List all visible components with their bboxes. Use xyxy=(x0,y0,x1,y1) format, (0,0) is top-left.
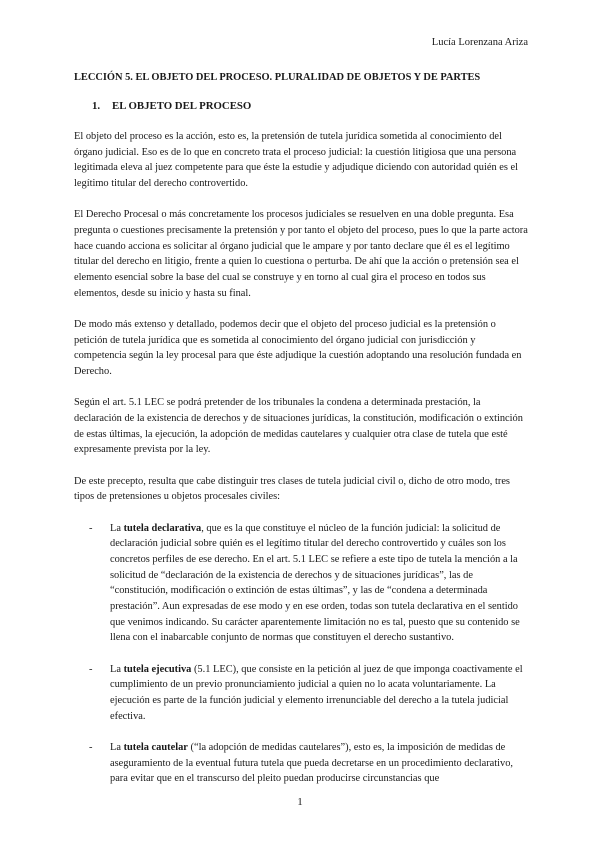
paragraph: De este precepto, resulta que cabe distinguir tres clases de tutela judicial civil o, dicho de otro modo, tres tipos de pretensiones u objetos procesales civiles: xyxy=(74,475,510,503)
section-heading xyxy=(92,100,251,112)
list-dash: - xyxy=(89,663,93,675)
list-item-term: tutela declarativa xyxy=(123,522,202,534)
list-item-term: tutela cautelar xyxy=(123,742,188,753)
list-item xyxy=(74,521,530,647)
paragraph: El Derecho Procesal o más concretamente los procesos judiciales se resuelven en una doble pregunta. Esa pregunta o cuestiones precisamente la pretensión y por tanto el objeto del proceso, pues lo que la parte actora hace cuando acciona es solicitar al órgano judicial que le ampare y por tanto declare que él es el legítimo titular del derecho en litigio, frente a quien lo cuestiona o perturba. De ahí que la acción o pretensión sea el elemento esencial sobre la base del cual se construye y en torno al cual gira el proceso en todos sus elementos, desde su inicio y hasta su final. xyxy=(74,209,528,299)
section-title: EL OBJETO DEL PROCESO xyxy=(112,100,252,112)
document-body xyxy=(74,129,530,803)
paragraph: De modo más extenso y detallado, podemos decir que el objeto del proceso judicial es la pretensión o petición de tutela jurídica que es sometida al conocimiento del órgano judicial con jurisdicción y competencia según la ley procesal para que éste adjudique la cuestión adoptando una resolución fundada en Derecho. xyxy=(74,319,522,378)
list-item xyxy=(74,662,530,725)
list-item-text: , que es la que constituye el núcleo de la función judicial: la solicitud de declaración judicial sobre quién es el legítimo titular del derecho controvertido y cuáles son los concretos perfiles de ese derecho. En el art. 5.1 LEC se refiere a este tipo de tutela la mención a la solicitud de “declaración de la existencia de derechos y de situaciones jurídicas”, las de “constitución, modificación o extinción de estas últimas”, y las de “condena a determinada prestación”. Aun expresadas de ese modo y en ese orden, todas son tutela declarativa en el sentido que venimos indicando. Su carácter aparentemente limitación no es tal, puesto que su contenido se llena con el inabarcable conjunto de normas que constituyen el derecho sustantivo. xyxy=(110,522,520,644)
lesson-title: LECCIÓN 5. EL OBJETO DEL PROCESO. PLURALIDAD DE OBJETOS Y DE PARTES xyxy=(74,72,481,83)
list-item-lead: La xyxy=(110,522,124,534)
tutela-list xyxy=(74,521,530,788)
list-item-lead: La xyxy=(110,742,124,753)
list-item-term: tutela ejecutiva xyxy=(123,663,192,675)
page-number: 1 xyxy=(297,796,303,808)
list-item-lead: La xyxy=(110,663,124,675)
section-number: 1. xyxy=(92,100,101,112)
list-item-text: (“la adopción de medidas cautelares”), esto es, la imposición de medidas de aseguramiento de la eventual futura tutela que pueda decretarse en un procedimiento declarativo, para evitar que en el transcurso del pleito puedan producirse circunstancias que xyxy=(110,742,514,785)
paragraph: El objeto del proceso es la acción, esto es, la pretensión de tutela jurídica sometida al conocimiento del órgano judicial. Eso es de lo que en concreto trata el proceso judicial: la cuestión litigiosa que una persona legitimada eleva al juez competente para que éste la estudie y adjudique diciendo con autoridad quién es el legítimo titular del derecho controvertido. xyxy=(74,131,519,190)
list-dash: - xyxy=(89,742,93,753)
author-header: Lucía Lorenzana Ariza xyxy=(431,37,528,48)
list-dash: - xyxy=(89,522,93,534)
paragraph: Según el art. 5.1 LEC se podrá pretender de los tribunales la condena a determinada prestación, la declaración de la existencia de derechos y de situaciones jurídicas, la constitución, modificación o extinción de estas últimas, la ejecución, la adopción de medidas cautelares y cualquier otra clase de tutela que esté expresamente prevista por la ley. xyxy=(74,397,523,456)
list-item-text: (5.1 LEC), que consiste en la petición al juez de que imponga coactivamente el cumplimiento de un previo pronunciamiento judicial a quien no lo acata voluntariamente. La ejecución es parte de la función judicial y elemento irrenunciable del derecho a la tutela judicial efectiva. xyxy=(110,663,523,722)
list-item xyxy=(74,740,530,787)
